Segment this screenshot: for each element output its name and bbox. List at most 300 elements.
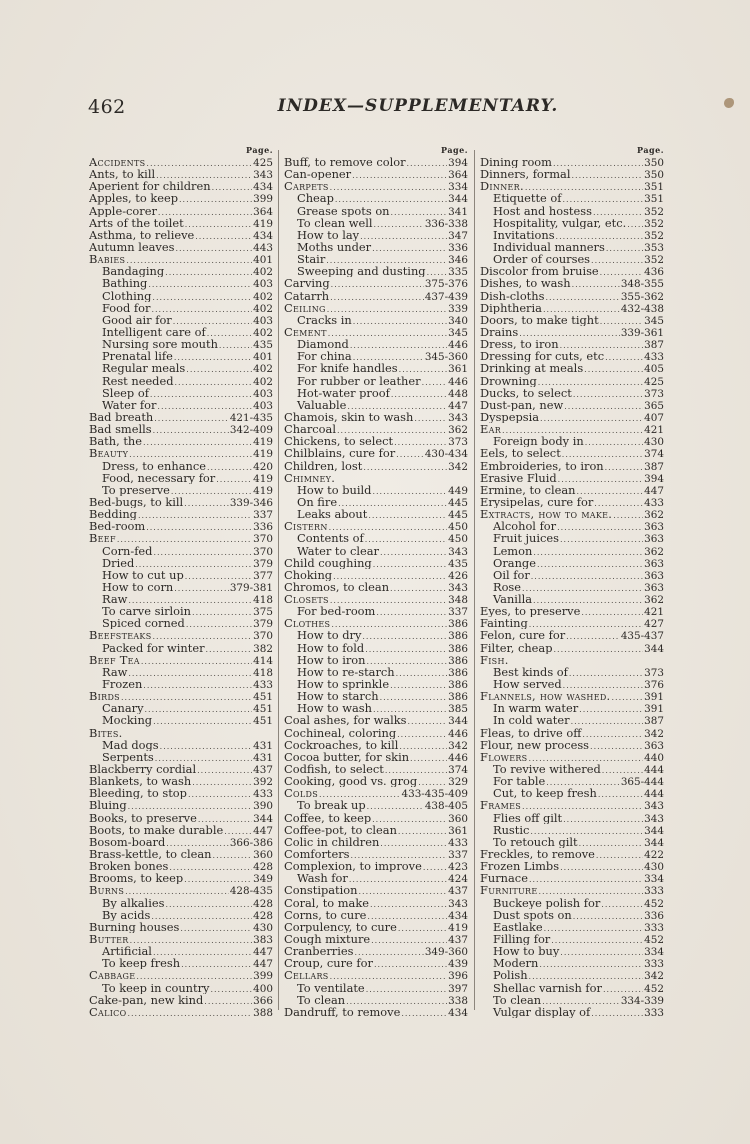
entry-page-ref: 342 bbox=[644, 970, 664, 982]
index-entry bbox=[89, 654, 273, 666]
dot-leader bbox=[171, 486, 252, 496]
entry-term: Dust-pan, new bbox=[480, 398, 564, 411]
dot-leader bbox=[351, 850, 448, 860]
dot-leader bbox=[367, 656, 448, 666]
column-divider bbox=[278, 150, 279, 1010]
index-entry bbox=[480, 362, 664, 374]
entry-term: In cold water bbox=[493, 714, 570, 727]
entry-term: Canary bbox=[102, 702, 144, 715]
dot-leader bbox=[165, 899, 252, 909]
dot-leader bbox=[197, 765, 252, 775]
dot-leader bbox=[186, 619, 252, 629]
index-entry bbox=[89, 277, 273, 289]
dot-leader bbox=[175, 243, 252, 253]
entry-page-ref: 366-386 bbox=[229, 836, 273, 849]
entry-term: By alkalies bbox=[102, 896, 165, 909]
index-entry bbox=[480, 205, 664, 217]
dot-leader bbox=[350, 340, 447, 350]
entry-term: Chromos, to clean bbox=[284, 580, 390, 594]
dot-leader bbox=[372, 243, 447, 253]
entry-term: Dining room bbox=[480, 156, 552, 169]
entry-term: Order of courses bbox=[493, 253, 591, 266]
entry-term: Buff, to remove color bbox=[284, 156, 406, 169]
dot-leader bbox=[146, 158, 252, 168]
entry-page-ref: 343 bbox=[448, 411, 468, 424]
entry-page-ref: 362 bbox=[644, 509, 664, 521]
entry-page-ref: 352 bbox=[644, 205, 664, 217]
index-entry bbox=[284, 897, 468, 909]
index-entry bbox=[89, 617, 273, 629]
dot-leader bbox=[136, 971, 252, 981]
entry-term: Grease spots on bbox=[297, 204, 390, 217]
entry-page-ref: 345 bbox=[644, 314, 664, 326]
entry-page-ref: 421-435 bbox=[229, 411, 273, 424]
entry-term: Polish bbox=[493, 969, 528, 982]
index-entry bbox=[89, 557, 273, 569]
entry-term: Dressing for cuts, etc bbox=[480, 350, 605, 363]
index-entry bbox=[284, 982, 468, 994]
index-entry bbox=[284, 581, 468, 593]
index-entry bbox=[480, 253, 664, 265]
entry-term: Babies bbox=[89, 253, 126, 266]
entry-term: How to dry bbox=[297, 629, 362, 642]
dot-leader bbox=[333, 571, 447, 581]
index-entry bbox=[480, 423, 664, 435]
entry-page-ref: 414 bbox=[253, 654, 273, 666]
dot-leader bbox=[335, 194, 447, 204]
entry-term: Butter bbox=[89, 933, 129, 946]
index-entry bbox=[89, 241, 273, 253]
index-entry bbox=[89, 496, 273, 508]
index-entry bbox=[480, 629, 664, 641]
entry-page-ref: 339 bbox=[448, 302, 468, 314]
entry-page-ref: 396 bbox=[448, 970, 468, 982]
entry-page-ref: 434 bbox=[448, 909, 468, 921]
index-entry bbox=[89, 799, 273, 811]
entry-term: Cake-pan, new kind bbox=[89, 993, 204, 1006]
entry-page-ref: 433 bbox=[644, 496, 664, 509]
dot-leader bbox=[396, 449, 424, 459]
index-entry bbox=[284, 654, 468, 666]
entry-term: Buckeye polish for bbox=[493, 896, 601, 909]
entry-page-ref: 446 bbox=[448, 339, 468, 351]
index-entry bbox=[89, 581, 273, 593]
index-entry bbox=[89, 642, 273, 654]
dot-leader bbox=[398, 923, 447, 933]
index-entry bbox=[89, 314, 273, 326]
entry-term: Leaks about bbox=[297, 508, 368, 521]
index-entry bbox=[89, 678, 273, 690]
entry-term: Asthma, to relieve bbox=[89, 228, 195, 241]
index-entry bbox=[480, 678, 664, 690]
dot-leader bbox=[380, 692, 448, 702]
entry-term: Artificial bbox=[102, 945, 152, 958]
dot-leader bbox=[373, 559, 447, 569]
entry-page-ref: 365 bbox=[644, 399, 664, 411]
index-entry bbox=[480, 969, 664, 981]
dot-leader bbox=[154, 413, 229, 423]
entry-term: Valuable bbox=[297, 398, 347, 411]
entry-term: Cooking, good vs. grog bbox=[284, 775, 418, 788]
entry-term: Colic in children bbox=[284, 835, 380, 849]
entry-page-ref: 428 bbox=[253, 861, 273, 873]
index-entry bbox=[480, 192, 664, 204]
entry-page-ref: 334-339 bbox=[620, 994, 664, 1006]
index-column-1 bbox=[89, 144, 273, 1018]
entry-page-ref: 430-434 bbox=[424, 448, 468, 460]
dot-leader bbox=[207, 328, 252, 338]
entry-page-ref: 374 bbox=[644, 448, 664, 460]
index-entry bbox=[89, 933, 273, 945]
entry-page-ref: 352 bbox=[644, 229, 664, 241]
entry-term: Contents of bbox=[297, 532, 364, 545]
index-entry bbox=[480, 921, 664, 933]
entry-page-ref: 401 bbox=[253, 254, 273, 266]
entry-page-ref: 428 bbox=[253, 909, 273, 921]
entry-term: To keep fresh bbox=[102, 957, 181, 970]
dot-leader bbox=[544, 923, 644, 933]
entry-page-ref: 333 bbox=[644, 1006, 664, 1018]
entry-page-ref: 344 bbox=[644, 642, 664, 654]
entry-page-ref: 362 bbox=[644, 545, 664, 557]
entry-page-ref: 386 bbox=[448, 630, 468, 642]
entry-page-ref: 419 bbox=[253, 217, 273, 229]
entry-term: Accidents bbox=[89, 156, 146, 169]
dot-leader bbox=[502, 425, 643, 435]
entry-term: Croup, cure for bbox=[284, 957, 373, 970]
entry-page-ref: 431 bbox=[253, 751, 273, 764]
entry-term: To retouch gilt bbox=[493, 835, 578, 849]
entry-term: Chickens, to select bbox=[284, 435, 394, 448]
entry-page-ref: 446 bbox=[448, 751, 468, 764]
entry-term: Calico bbox=[89, 1005, 127, 1018]
entry-term: Choking bbox=[284, 568, 333, 581]
entry-page-ref: 423 bbox=[448, 861, 468, 873]
dot-leader bbox=[594, 498, 643, 508]
dot-leader bbox=[522, 583, 643, 593]
entry-page-ref: 375-376 bbox=[424, 278, 468, 290]
dot-leader bbox=[153, 631, 253, 641]
entry-page-ref: 387 bbox=[644, 339, 664, 351]
entry-page-ref: 427 bbox=[644, 618, 664, 630]
entry-term: Rose bbox=[493, 580, 522, 594]
entry-term: To revive withered bbox=[493, 763, 601, 776]
dot-leader bbox=[376, 607, 447, 617]
entry-term: Bluing bbox=[89, 799, 127, 812]
index-entry bbox=[89, 702, 273, 714]
entry-term: Cellars bbox=[284, 969, 329, 982]
dot-leader bbox=[210, 984, 252, 994]
index-entry bbox=[89, 423, 273, 435]
dot-leader bbox=[391, 207, 448, 217]
index-entry bbox=[480, 860, 664, 872]
index-entry bbox=[284, 411, 468, 423]
dot-leader bbox=[129, 449, 252, 459]
index-entry bbox=[284, 180, 468, 192]
dot-leader bbox=[128, 595, 252, 605]
entry-term: Frozen Limbs bbox=[480, 860, 560, 873]
index-entry bbox=[89, 836, 273, 848]
entry-page-ref: 403 bbox=[253, 387, 273, 399]
entry-term: Shellac varnish for bbox=[493, 981, 602, 994]
dot-leader bbox=[560, 340, 644, 350]
dot-leader bbox=[408, 716, 448, 726]
index-entry bbox=[284, 1006, 468, 1018]
dot-leader bbox=[153, 425, 229, 435]
entry-page-ref: 373 bbox=[644, 387, 664, 399]
index-entry bbox=[284, 642, 468, 654]
entry-term: Cistern bbox=[284, 520, 328, 533]
entry-term: Sleep of bbox=[102, 386, 149, 399]
entry-page-ref: 419 bbox=[253, 448, 273, 460]
entry-term: Bosom-board bbox=[89, 835, 166, 849]
dot-leader bbox=[380, 838, 447, 848]
index-entry bbox=[89, 1006, 273, 1018]
dot-leader bbox=[563, 814, 643, 824]
entry-term: Filling for bbox=[493, 933, 551, 946]
entry-term: How to wash bbox=[297, 702, 372, 715]
entry-term: Coffee, to keep bbox=[284, 811, 372, 824]
index-entry bbox=[284, 763, 468, 775]
entry-term: Fleas, to drive off bbox=[480, 726, 582, 739]
page-number: 462 bbox=[88, 96, 126, 118]
entry-page-ref: 386 bbox=[448, 666, 468, 679]
entry-term: Wash for bbox=[297, 872, 348, 885]
index-entry bbox=[284, 557, 468, 569]
entry-term: Spiced corned bbox=[102, 617, 185, 630]
running-title: INDEX—SUPPLEMENTARY. bbox=[277, 96, 559, 116]
index-entry bbox=[284, 302, 468, 314]
dot-leader bbox=[206, 644, 253, 654]
entry-term: Beauty bbox=[89, 447, 129, 460]
dot-leader bbox=[533, 595, 643, 605]
entry-page-ref: 403 bbox=[253, 278, 273, 290]
index-entry bbox=[480, 350, 664, 362]
entry-term: How to starch bbox=[297, 690, 379, 703]
entry-page-ref: 402 bbox=[253, 363, 273, 375]
index-entry bbox=[284, 787, 468, 799]
entry-term: Food for bbox=[102, 301, 151, 314]
entry-term: To clean bbox=[297, 993, 346, 1006]
entry-page-ref: 448 bbox=[448, 387, 468, 399]
entry-page-ref: 452 bbox=[644, 934, 664, 946]
entry-term: Invitations bbox=[493, 228, 555, 241]
dot-leader bbox=[138, 510, 252, 520]
entry-term: Bad breath bbox=[89, 410, 154, 424]
entry-page-ref: 350 bbox=[644, 169, 664, 181]
index-entry bbox=[89, 520, 273, 532]
entry-term: Clothes bbox=[284, 617, 331, 630]
entry-page-ref: 434 bbox=[448, 1006, 468, 1018]
entry-page-ref: 373 bbox=[448, 436, 468, 448]
entry-page-ref: 446 bbox=[448, 727, 468, 739]
entry-term: Embroideries, to iron bbox=[480, 459, 604, 472]
entry-term: Corn-fed bbox=[102, 544, 153, 557]
dot-leader bbox=[146, 522, 252, 532]
entry-page-ref: 343 bbox=[448, 581, 468, 594]
entry-term: Cracks in bbox=[297, 313, 352, 326]
entry-page-ref: 428-435 bbox=[229, 885, 273, 897]
entry-page-ref: 447 bbox=[448, 399, 468, 411]
index-entry bbox=[284, 872, 468, 884]
index-entry bbox=[284, 508, 468, 520]
entry-page-ref: 335 bbox=[448, 266, 468, 278]
entry-page-ref: 452 bbox=[644, 897, 664, 909]
entry-term: Raw bbox=[102, 665, 128, 679]
entry-page-ref: 336 bbox=[644, 909, 664, 921]
entry-term: Regular meals bbox=[102, 362, 186, 375]
entry-term: Chimney. bbox=[284, 471, 336, 484]
entry-term: How to build bbox=[297, 483, 372, 496]
dot-leader bbox=[360, 231, 447, 241]
dot-leader bbox=[219, 340, 252, 350]
dot-leader bbox=[380, 547, 447, 557]
entry-term: Cement bbox=[284, 325, 327, 339]
entry-term: How to sprinkle bbox=[297, 678, 390, 691]
entry-page-ref: 421 bbox=[644, 606, 664, 618]
entry-page-ref: 339-361 bbox=[620, 326, 664, 339]
entry-term: Books, to preserve bbox=[89, 811, 197, 824]
index-entry bbox=[480, 290, 664, 302]
entry-page-ref: 402 bbox=[253, 326, 273, 339]
index-entry bbox=[284, 678, 468, 690]
entry-page-ref: 364 bbox=[253, 205, 273, 217]
entry-term: Can-opener bbox=[284, 168, 352, 181]
entry-page-ref: 418 bbox=[253, 594, 273, 606]
dot-leader bbox=[330, 182, 448, 192]
entry-page-ref: 370 bbox=[253, 533, 273, 545]
entry-term: Rest needed bbox=[102, 374, 174, 387]
entry-term: Bleeding, to stop bbox=[89, 787, 187, 800]
index-entry bbox=[284, 702, 468, 714]
entry-page-ref: 336-338 bbox=[424, 217, 468, 229]
entry-term: Doors, to make tight bbox=[480, 313, 599, 326]
dot-leader bbox=[158, 207, 252, 217]
dot-leader bbox=[414, 413, 447, 423]
dot-leader bbox=[537, 559, 643, 569]
entry-term: Hot-water proof bbox=[297, 386, 390, 399]
entry-page-ref: 342 bbox=[448, 460, 468, 472]
index-entry bbox=[480, 957, 664, 969]
index-entry bbox=[480, 593, 664, 605]
entry-page-ref: 419 bbox=[253, 436, 273, 448]
index-column-2 bbox=[284, 144, 468, 1018]
page-header bbox=[88, 96, 718, 126]
entry-page-ref: 343 bbox=[253, 169, 273, 181]
index-entry bbox=[480, 484, 664, 496]
index-entry bbox=[480, 933, 664, 945]
entry-term: Good air for bbox=[102, 313, 172, 326]
entry-page-ref: 386 bbox=[448, 654, 468, 666]
column-divider bbox=[474, 150, 475, 1010]
dot-leader bbox=[538, 886, 643, 896]
index-entry bbox=[89, 217, 273, 229]
index-entry bbox=[284, 472, 468, 484]
index-entry bbox=[284, 860, 468, 872]
entry-term: To keep in country bbox=[102, 981, 210, 994]
entry-term: Bites. bbox=[89, 726, 123, 739]
entry-term: Apple-corer bbox=[89, 204, 157, 217]
dot-leader bbox=[192, 777, 252, 787]
index-entry bbox=[480, 836, 664, 848]
entry-page-ref: 333 bbox=[644, 885, 664, 897]
entry-term: By acids bbox=[102, 908, 151, 921]
index-entry bbox=[480, 569, 664, 581]
index-entry bbox=[284, 605, 468, 617]
entry-page-ref: 437-439 bbox=[424, 290, 468, 302]
dot-leader bbox=[128, 801, 253, 811]
entry-term: Beef bbox=[89, 532, 116, 545]
dot-leader bbox=[566, 631, 620, 641]
dot-leader bbox=[397, 729, 447, 739]
dot-leader bbox=[352, 170, 447, 180]
index-entry bbox=[480, 945, 664, 957]
index-entry bbox=[284, 168, 468, 180]
entry-page-ref: 426 bbox=[448, 569, 468, 581]
dot-leader bbox=[157, 401, 252, 411]
index-entry bbox=[284, 484, 468, 496]
entry-term: Coral, to make bbox=[284, 896, 369, 909]
entry-term: Beef Tea bbox=[89, 653, 140, 666]
dot-leader bbox=[358, 886, 447, 896]
entry-page-ref: 451 bbox=[253, 715, 273, 727]
entry-page-ref: 341 bbox=[448, 205, 468, 217]
entry-term: In warm water bbox=[493, 702, 579, 715]
index-entry bbox=[284, 532, 468, 544]
entry-term: Cockroaches, to kill bbox=[284, 738, 399, 751]
entry-term: Orange bbox=[493, 556, 536, 569]
entry-term: Ceiling bbox=[284, 301, 326, 314]
index-entry bbox=[284, 969, 468, 981]
entry-term: Dust spots on bbox=[493, 908, 572, 921]
index-entry bbox=[89, 909, 273, 921]
index-entry bbox=[480, 775, 664, 787]
entry-page-ref: 336 bbox=[253, 521, 273, 533]
entry-term: Eyes, to preserve bbox=[480, 605, 581, 618]
entry-page-ref: 349 bbox=[253, 873, 273, 885]
index-entry bbox=[480, 872, 664, 884]
entry-term: Bad smells bbox=[89, 423, 152, 436]
index-entry bbox=[284, 192, 468, 204]
entry-page-ref: 433 bbox=[253, 679, 273, 691]
entry-page-ref: 351 bbox=[644, 181, 664, 193]
entry-term: Eastlake bbox=[493, 920, 543, 933]
entry-term: Nursing sore mouth bbox=[102, 338, 218, 351]
entry-term: Constipation bbox=[284, 884, 358, 897]
entry-page-ref: 382 bbox=[253, 642, 273, 654]
dot-leader bbox=[542, 996, 620, 1006]
dot-leader bbox=[166, 838, 229, 848]
index-entry bbox=[89, 593, 273, 605]
dot-leader bbox=[528, 753, 643, 763]
dot-leader bbox=[627, 219, 643, 229]
entry-term: Bed-room bbox=[89, 520, 146, 533]
dot-leader bbox=[396, 668, 448, 678]
index-entry bbox=[284, 362, 468, 374]
entry-page-ref: 419 bbox=[448, 921, 468, 933]
index-entry bbox=[89, 508, 273, 520]
dot-leader bbox=[148, 279, 252, 289]
index-entry bbox=[480, 435, 664, 447]
index-entry bbox=[89, 532, 273, 544]
entry-term: Serpents bbox=[102, 750, 154, 764]
entry-term: For china bbox=[297, 350, 352, 363]
entry-term: Colds bbox=[284, 787, 318, 800]
entry-page-ref: 379 bbox=[253, 618, 273, 630]
index-entry bbox=[284, 545, 468, 557]
index-entry bbox=[284, 435, 468, 447]
index-entry bbox=[480, 217, 664, 229]
